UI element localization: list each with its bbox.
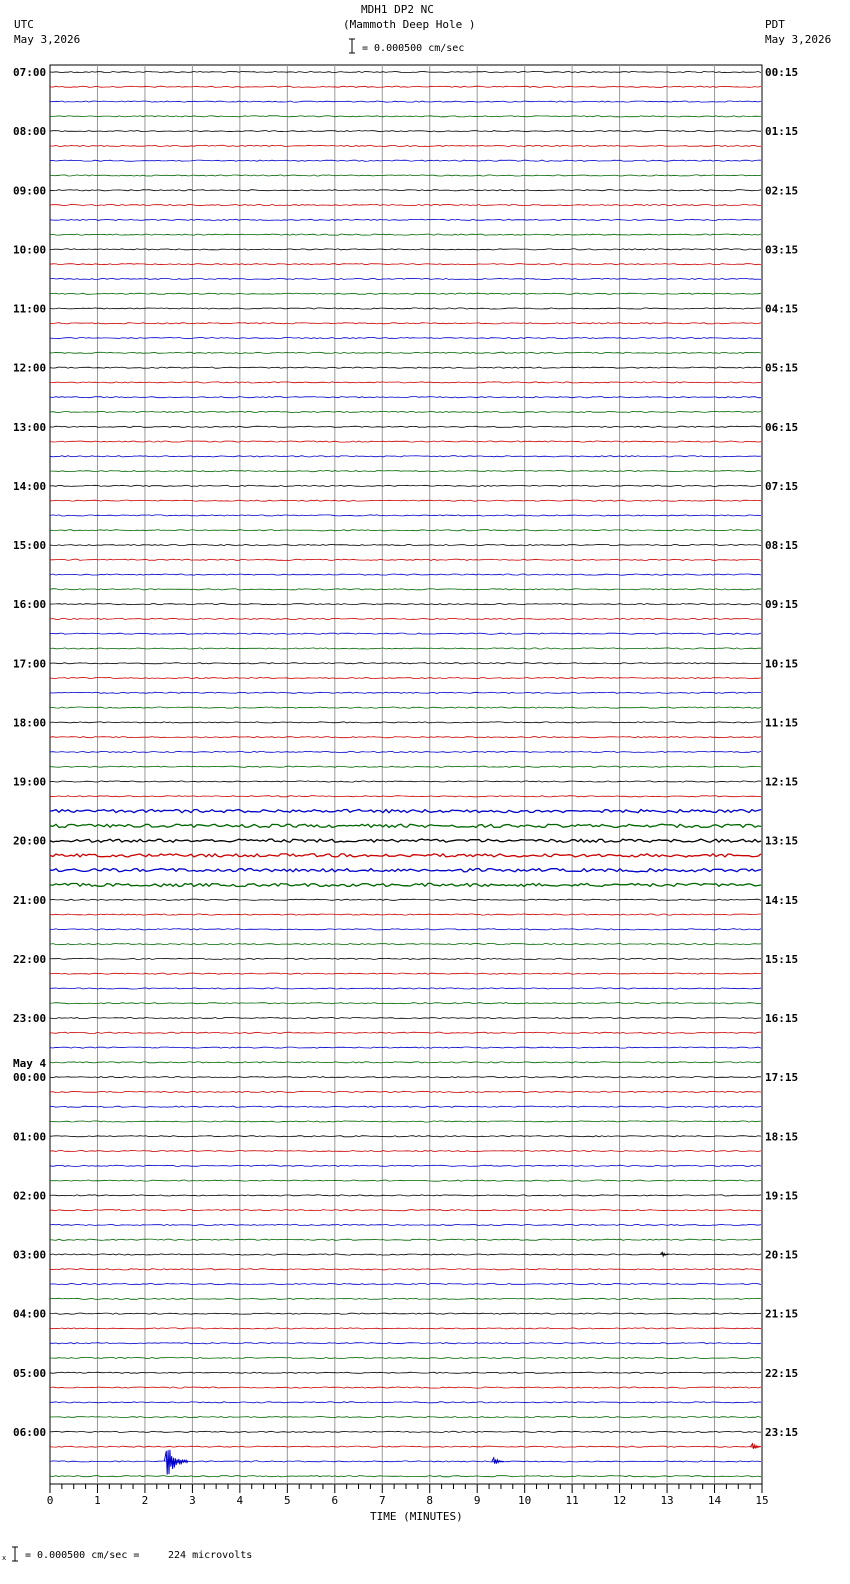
utc-hour-label: 21:00 — [13, 893, 47, 907]
trace-row — [50, 1476, 761, 1477]
pdt-hour-label: 23:15 — [765, 1425, 799, 1439]
seismic-event-trace — [751, 1444, 761, 1449]
trace-row — [50, 839, 761, 842]
trace-row — [50, 1180, 761, 1181]
trace-row — [50, 1357, 761, 1358]
trace-row — [50, 264, 761, 265]
utc-hour-label: 02:00 — [13, 1189, 47, 1203]
trace-row — [50, 1269, 761, 1270]
x-tick-label: 1 — [94, 1494, 101, 1507]
trace-row — [50, 559, 761, 560]
utc-hour-label: 22:00 — [13, 952, 47, 966]
seismic-event-trace — [164, 1450, 188, 1475]
trace-row — [50, 1106, 761, 1107]
trace-row — [50, 1372, 761, 1373]
pdt-hour-label: 04:15 — [765, 302, 799, 316]
trace-row — [50, 766, 761, 767]
trace-row — [50, 411, 761, 412]
utc-hour-label: 13:00 — [13, 420, 47, 434]
trace-row — [50, 338, 761, 339]
x-tick-label: 9 — [473, 1494, 481, 1507]
pdt-hour-label: 03:15 — [765, 243, 799, 257]
x-tick-label: 12 — [612, 1494, 627, 1507]
scale-text: = 0.000500 cm/sec — [362, 43, 465, 54]
pdt-hour-label: 18:15 — [765, 1130, 799, 1144]
x-tick-label: 14 — [707, 1494, 722, 1507]
trace-row — [50, 1298, 761, 1299]
trace-row — [50, 1402, 761, 1403]
trace-row — [50, 677, 761, 678]
x-tick-label: 7 — [378, 1494, 386, 1507]
trace-row — [50, 1121, 761, 1122]
trace-row — [50, 367, 761, 368]
trace-row — [50, 278, 761, 279]
x-tick-label: 11 — [565, 1494, 579, 1507]
trace-row — [50, 883, 761, 886]
trace-row — [50, 958, 761, 959]
pdt-hour-label: 14:15 — [765, 893, 799, 907]
pdt-hour-label: 13:15 — [765, 834, 799, 848]
x-tick-label: 8 — [426, 1494, 434, 1507]
utc-hour-label: 06:00 — [13, 1425, 47, 1439]
trace-row — [50, 618, 761, 619]
pdt-hour-label: 02:15 — [765, 184, 799, 198]
trace-row — [50, 854, 761, 857]
utc-hour-label: 03:00 — [13, 1248, 47, 1262]
pdt-hour-label: 21:15 — [765, 1307, 799, 1321]
utc-hour-label: 19:00 — [13, 775, 47, 789]
utc-hour-label: 18:00 — [13, 716, 47, 730]
trace-row — [50, 633, 761, 634]
trace-row — [50, 824, 761, 827]
pdt-hour-label: 19:15 — [765, 1189, 799, 1203]
trace-row — [50, 751, 761, 752]
pdt-hour-label: 11:15 — [765, 716, 799, 730]
trace-row — [50, 249, 761, 250]
x-tick-label: 10 — [518, 1494, 532, 1507]
utc-hour-label: 14:00 — [13, 479, 47, 493]
time-axis — [47, 1484, 769, 1507]
left-date: May 3,2026 — [14, 33, 81, 46]
utc-hour-label: 04:00 — [13, 1307, 47, 1321]
trace-row — [50, 204, 761, 205]
trace-row — [50, 589, 761, 590]
x-tick-label: 5 — [284, 1494, 291, 1507]
trace-row — [50, 1136, 761, 1137]
pdt-hour-label: 10:15 — [765, 657, 799, 671]
x-tick-label: 3 — [189, 1494, 196, 1507]
utc-hour-label: 11:00 — [13, 302, 47, 316]
utc-hour-label: 07:00 — [13, 66, 47, 79]
utc-hour-label: 09:00 — [13, 184, 47, 198]
date-change-label: May 4 — [13, 1057, 47, 1071]
pdt-hour-label: 08:15 — [765, 539, 799, 552]
pdt-hour-label: 15:15 — [765, 952, 799, 966]
trace-row — [50, 308, 761, 309]
plot-grid — [50, 65, 762, 1484]
pdt-hour-label: 12:15 — [765, 775, 799, 789]
footer-microvolts: 224 microvolts — [168, 1550, 253, 1561]
trace-row — [50, 1417, 761, 1418]
trace-row — [50, 1387, 761, 1388]
trace-row — [50, 604, 761, 605]
utc-hour-label: 15:00 — [13, 539, 47, 552]
trace-row — [50, 737, 761, 738]
trace-row — [50, 101, 761, 102]
trace-row — [50, 1195, 761, 1196]
x-tick-label: 13 — [660, 1494, 674, 1507]
trace-row — [50, 500, 761, 501]
trace-row — [50, 426, 761, 427]
pdt-hour-label: 01:15 — [765, 125, 799, 139]
pdt-hour-label: 07:15 — [765, 479, 799, 493]
trace-row — [50, 1210, 761, 1211]
trace-row — [50, 382, 761, 383]
trace-row — [50, 190, 761, 191]
pdt-hour-label: 09:15 — [765, 598, 799, 612]
footer-scale-text: = 0.000500 cm/sec = — [25, 1550, 140, 1561]
trace-row — [50, 1343, 761, 1344]
utc-hour-label: 20:00 — [13, 834, 47, 848]
trace-row — [50, 914, 761, 915]
pdt-hour-label: 22:15 — [765, 1366, 799, 1380]
trace-row — [50, 1077, 761, 1078]
trace-row — [50, 988, 761, 989]
trace-row — [50, 692, 761, 693]
right-timezone: PDT — [765, 18, 785, 31]
trace-row — [50, 145, 761, 146]
seismic-event-trace — [492, 1458, 504, 1464]
utc-hour-label: 05:00 — [13, 1366, 47, 1380]
left-timezone: UTC — [14, 18, 34, 31]
trace-row — [50, 781, 761, 782]
footer-scale-icon — [2, 1546, 20, 1562]
trace-row — [50, 352, 761, 353]
plot-traces — [50, 71, 761, 1476]
trace-row — [50, 131, 761, 132]
utc-hour-label: 10:00 — [13, 243, 47, 257]
trace-row — [50, 175, 761, 176]
pdt-hour-label: 06:15 — [765, 420, 799, 434]
trace-row — [50, 1091, 761, 1092]
x-tick-label: 15 — [755, 1494, 769, 1507]
trace-row — [50, 71, 761, 72]
right-date: May 3,2026 — [765, 33, 832, 46]
pdt-hour-label: 00:15 — [765, 66, 799, 79]
trace-row — [50, 160, 761, 161]
trace-row — [50, 1047, 761, 1048]
trace-row — [50, 323, 761, 324]
trace-row — [50, 544, 761, 545]
trace-row — [50, 1032, 761, 1033]
utc-hour-label: 01:00 — [13, 1130, 47, 1144]
trace-row — [50, 530, 761, 531]
trace-row — [50, 810, 761, 813]
trace-row — [50, 1165, 761, 1166]
pdt-hour-label: 05:15 — [765, 361, 799, 375]
trace-row — [50, 86, 761, 87]
x-tick-label: 4 — [236, 1494, 244, 1507]
trace-row — [50, 944, 761, 945]
trace-row — [50, 929, 761, 930]
trace-row — [50, 234, 761, 235]
trace-row — [50, 1446, 761, 1447]
trace-row — [50, 1062, 761, 1063]
trace-row — [50, 1284, 761, 1285]
trace-row — [50, 1017, 761, 1018]
trace-row — [50, 219, 761, 220]
trace-row — [50, 515, 761, 516]
trace-row — [50, 1461, 761, 1462]
utc-hour-label: 17:00 — [13, 657, 47, 671]
trace-row — [50, 869, 761, 872]
trace-row — [50, 796, 761, 797]
x-axis-label: TIME (MINUTES) — [370, 1510, 463, 1523]
trace-row — [50, 722, 761, 723]
trace-row — [50, 1224, 761, 1225]
trace-row — [50, 1254, 761, 1255]
utc-hour-label: 12:00 — [13, 361, 47, 375]
trace-row — [50, 1003, 761, 1004]
utc-hour-label: 00:00 — [13, 1071, 47, 1085]
trace-row — [50, 471, 761, 472]
trace-row — [50, 485, 761, 486]
svg-text:x: x — [2, 1554, 7, 1562]
trace-row — [50, 1150, 761, 1151]
utc-hour-label: 08:00 — [13, 125, 47, 139]
trace-row — [50, 648, 761, 649]
trace-row — [50, 1431, 761, 1432]
trace-row — [50, 116, 761, 117]
station-title: MDH1 DP2 NC — [361, 3, 434, 16]
pdt-hour-label: 17:15 — [765, 1071, 799, 1085]
trace-row — [50, 456, 761, 457]
x-tick-label: 0 — [46, 1494, 54, 1507]
trace-row — [50, 441, 761, 442]
utc-hour-label: 16:00 — [13, 598, 47, 612]
plot-frame — [50, 65, 762, 1484]
trace-row — [50, 1328, 761, 1329]
utc-hour-label: 23:00 — [13, 1012, 47, 1025]
trace-row — [50, 397, 761, 398]
trace-row — [50, 1239, 761, 1240]
x-tick-label: 6 — [331, 1494, 339, 1507]
trace-row — [50, 899, 761, 900]
pdt-hour-label: 20:15 — [765, 1248, 799, 1262]
site-title: (Mammoth Deep Hole ) — [343, 18, 476, 31]
x-tick-label: 2 — [141, 1494, 149, 1507]
trace-row — [50, 574, 761, 575]
trace-row — [50, 973, 761, 974]
trace-row — [50, 707, 761, 708]
trace-row — [50, 293, 761, 294]
trace-row — [50, 663, 761, 664]
trace-row — [50, 1313, 761, 1314]
pdt-hour-label: 16:15 — [765, 1012, 799, 1025]
